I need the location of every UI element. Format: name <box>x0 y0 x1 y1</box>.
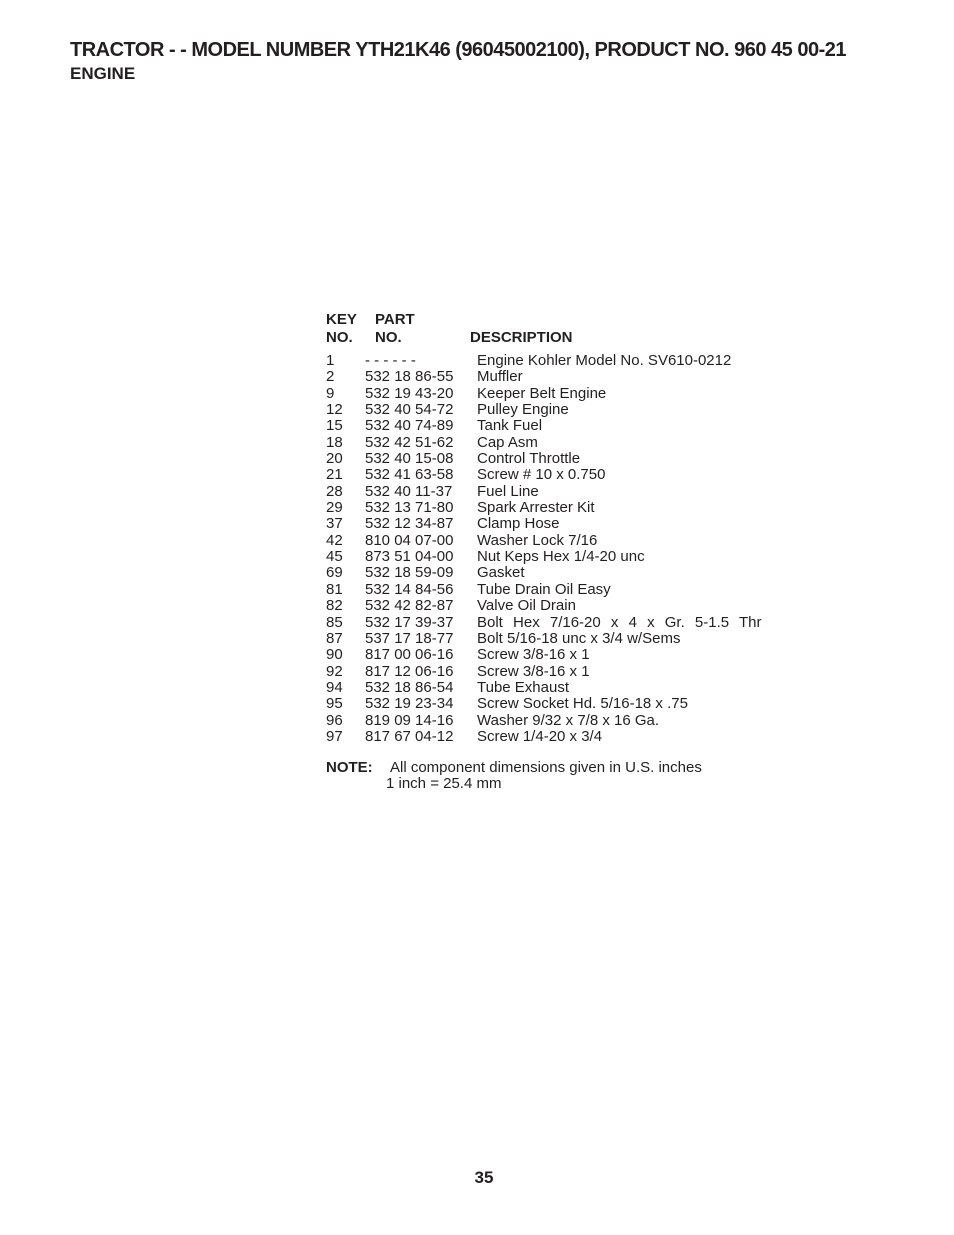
description-column-header: DESCRIPTION <box>470 329 573 346</box>
part-description: Muffler <box>477 368 523 386</box>
key-number: 12 <box>326 401 343 419</box>
part-number: 532 40 15-08 <box>365 450 454 468</box>
part-number: 532 40 74-89 <box>365 417 454 435</box>
part-number: 532 40 11-37 <box>365 482 453 500</box>
table-row <box>326 386 786 402</box>
note-line-2: 1 inch = 25.4 mm <box>386 775 502 792</box>
part-number: 817 12 06-16 <box>365 662 454 680</box>
key-number: 90 <box>326 646 343 664</box>
key-number: 82 <box>326 597 343 615</box>
key-number: 69 <box>326 564 343 582</box>
table-row <box>326 565 786 581</box>
table-row <box>326 680 786 696</box>
key-number: 1 <box>326 352 335 369</box>
part-description: Bolt Hex 7/16-20 x 4 x Gr. 5-1.5 Thr <box>477 613 762 631</box>
key-number: 29 <box>326 499 343 517</box>
part-description: Engine Kohler Model No. SV610-0212 <box>477 352 732 369</box>
table-row <box>326 647 786 663</box>
table-row <box>326 418 786 434</box>
part-number: 532 17 39-37 <box>365 613 454 631</box>
key-number: 95 <box>326 695 343 713</box>
part-number: 532 42 51-62 <box>365 433 454 451</box>
part-number: 532 12 34-87 <box>365 515 454 533</box>
key-number: 21 <box>326 466 343 484</box>
key-number: 45 <box>326 548 343 566</box>
part-description: Tube Drain Oil Easy <box>477 580 611 598</box>
key-number: 42 <box>326 531 343 549</box>
part-description: Screw 3/8-16 x 1 <box>477 662 590 680</box>
key-number: 87 <box>326 629 343 647</box>
page-title: TRACTOR - - MODEL NUMBER YTH21K46 (96045002100), PRODUCT NO. 960 45 00-21 <box>70 39 846 61</box>
key-number: 96 <box>326 711 343 729</box>
key-number: 20 <box>326 450 343 468</box>
table-row <box>326 729 786 745</box>
part-description: Tube Exhaust <box>477 678 569 696</box>
key-column-header-bottom: NO. <box>326 329 353 346</box>
part-description: Pulley Engine <box>477 401 569 419</box>
part-description: Bolt 5/16-18 unc x 3/4 w/Sems <box>477 629 681 647</box>
section-title: ENGINE <box>70 64 136 83</box>
part-description: Screw # 10 x 0.750 <box>477 466 606 484</box>
part-description: Valve Oil Drain <box>477 597 576 615</box>
table-row <box>326 582 786 598</box>
part-number: 532 41 63-58 <box>365 466 454 484</box>
parts-rows <box>326 353 786 745</box>
table-row <box>326 533 786 549</box>
part-number: 873 51 04-00 <box>365 548 454 566</box>
part-description: Keeper Belt Engine <box>477 384 607 402</box>
part-description: Gasket <box>477 564 525 582</box>
key-number: 92 <box>326 662 343 680</box>
part-number: 532 42 82-87 <box>365 597 454 615</box>
part-number: 532 40 54-72 <box>365 401 454 419</box>
note-line-1: All component dimensions given in U.S. inches <box>390 759 702 776</box>
part-number: 810 04 07-00 <box>365 531 454 549</box>
table-row <box>326 713 786 729</box>
part-number: 532 19 23-34 <box>365 695 454 713</box>
key-number: 15 <box>326 417 343 435</box>
table-row <box>326 369 786 385</box>
part-number: 817 67 04-12 <box>365 727 454 745</box>
table-row <box>326 484 786 500</box>
part-number: 532 13 71-80 <box>365 499 454 517</box>
parts-list <box>326 311 786 745</box>
table-row <box>326 598 786 614</box>
table-row <box>326 402 786 418</box>
part-description: Fuel Line <box>477 482 539 500</box>
key-number: 81 <box>326 580 343 598</box>
part-number: - - - - - - <box>365 352 416 369</box>
table-row <box>326 500 786 516</box>
key-number: 37 <box>326 515 343 533</box>
part-column-header-top: PART <box>375 311 415 328</box>
table-row <box>326 451 786 467</box>
key-number: 9 <box>326 384 335 402</box>
key-number: 97 <box>326 727 343 745</box>
part-number: 532 18 59-09 <box>365 564 454 582</box>
table-row <box>326 615 786 631</box>
key-number: 94 <box>326 678 343 696</box>
table-row <box>326 516 786 532</box>
part-number: 537 17 18-77 <box>365 629 454 647</box>
table-row <box>326 631 786 647</box>
key-number: 28 <box>326 482 343 500</box>
part-description: Clamp Hose <box>477 515 560 533</box>
key-column-header-top: KEY <box>326 311 357 328</box>
part-number: 532 19 43-20 <box>365 384 454 402</box>
part-description: Cap Asm <box>477 433 538 451</box>
part-description: Tank Fuel <box>477 417 543 435</box>
key-number: 18 <box>326 433 343 451</box>
part-number: 532 18 86-54 <box>365 678 454 696</box>
part-description: Screw 1/4-20 x 3/4 <box>477 727 603 745</box>
part-description: Screw Socket Hd. 5/16-18 x .75 <box>477 695 688 713</box>
table-row <box>326 549 786 565</box>
part-description: Washer Lock 7/16 <box>477 531 598 549</box>
part-description: Nut Keps Hex 1/4-20 unc <box>477 548 645 566</box>
part-description: Control Throttle <box>477 450 581 468</box>
table-row <box>326 467 786 483</box>
table-row <box>326 664 786 680</box>
part-column-header-bottom: NO. <box>375 329 402 346</box>
table-row <box>326 353 786 369</box>
part-description: Spark Arrester Kit <box>477 499 595 517</box>
table-row <box>326 696 786 712</box>
key-number: 2 <box>326 368 335 386</box>
part-number: 532 14 84-56 <box>365 580 454 598</box>
part-number: 817 00 06-16 <box>365 646 454 664</box>
table-row <box>326 435 786 451</box>
part-number: 819 09 14-16 <box>365 711 454 729</box>
note-label: NOTE: <box>326 759 373 776</box>
page-number: 35 <box>474 1168 494 1187</box>
parts-list-header <box>326 311 786 351</box>
part-description: Washer 9/32 x 7/8 x 16 Ga. <box>477 711 660 729</box>
part-description: Screw 3/8-16 x 1 <box>477 646 590 664</box>
part-number: 532 18 86-55 <box>365 368 454 386</box>
key-number: 85 <box>326 613 343 631</box>
